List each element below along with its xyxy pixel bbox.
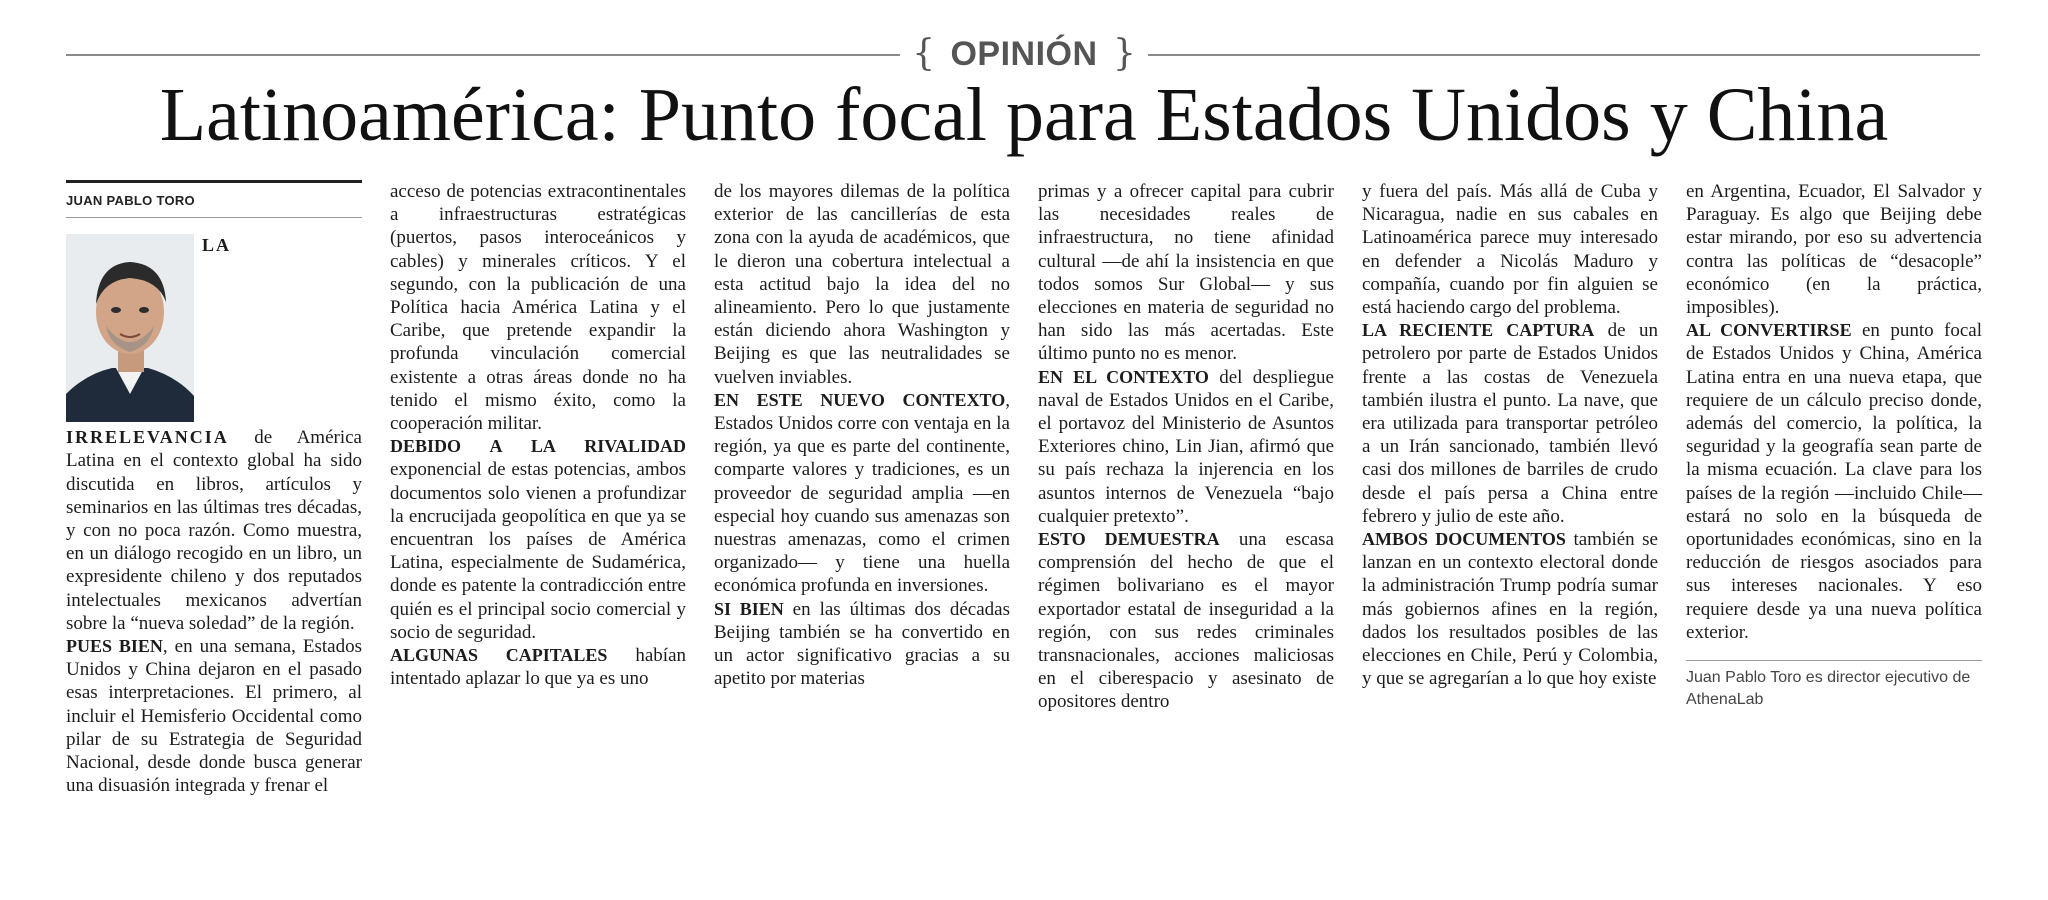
paragraph-text: , en una semana, Estados Unidos y China dejaron en el pasado esas interpretaciones. El primero, al incluir el Hemisferio Occidental como pilar de su Estrategia de Seguridad Nacional, desde donde busca generar una disuasión integrada y frenar el (66, 636, 363, 797)
paragraph-lead: AMBOS DOCUMENTOS (1362, 529, 1566, 550)
article-column-4 (1038, 180, 1334, 714)
left-brace: { (912, 33, 935, 74)
paragraph-text: del despliegue naval de Estados Unidos en el Caribe, el portavoz del Ministerio de Asuntos Exteriores chino, Lin Jian, afirmó que su país rechaza la injerencia en los asuntos internos de Venezuela “bajo cualquier pretexto”. (1038, 366, 1334, 527)
headline: Latinoamérica: Punto focal para Estados Unidos y China (159, 73, 1889, 157)
paragraph-text: una escasa comprensión del hecho de que el régimen bolivariano es el mayor exportador estatal de inseguridad a la región, con sus redes criminales transnacionales, acciones maliciosas en el ciberespacio y asesinato de opositores dentro (1038, 529, 1334, 713)
paragraph-text: y fuera del país. Más allá de Cuba y Nicaragua, nadie en sus cabales en Latinoamérica parece muy interesado en defender a Nicolás Maduro y compañía, cuando por fin alguien se está haciendo cargo del problema. (1362, 181, 1658, 319)
paragraph (1686, 319, 1982, 644)
paragraph-text: de un petrolero por parte de Estados Unidos frente a las costas de Venezuela también ilustra el punto. La nave, que era utilizada para transportar petróleo a un Irán sancionado, también llevó casi dos millones de barriles de crudo desde el país persa a China entre febrero y julio de este año. (1362, 320, 1658, 527)
paragraph-text: en Argentina, Ecuador, El Salvador y Paraguay. Es algo que Beijing debe estar mirando, por eso su advertencia contra las políticas de “desacople” económico (en la práctica, imposibles). (1686, 181, 1982, 319)
article-column-1 (66, 180, 362, 797)
paragraph (1362, 319, 1658, 528)
article-column-3 (714, 180, 1010, 690)
paragraph-lead: LA RECIENTE CAPTURA (1362, 320, 1595, 341)
paragraph (1362, 528, 1658, 690)
paragraph-text: en las últimas dos décadas Beijing también se ha convertido en un actor significativo gracias a su apetito por materias (714, 598, 1010, 690)
paragraph-lead: EN EL CONTEXTO (1038, 366, 1209, 387)
section-label: OPINIÓN (950, 35, 1098, 73)
byline: JUAN PABLO TORO (66, 193, 195, 208)
paragraph-text: primas y a ofrecer capital para cubrir las necesidades reales de infraestructura, no tiene afinidad cultural —de ahí la insistencia en que todos somos Sur Global— y sus elecciones en materia de seguridad no han sido las más acertadas. Este último punto no es menor. (1038, 181, 1334, 365)
paragraph (1038, 366, 1334, 528)
article-column-6 (1686, 180, 1982, 711)
paragraph-lead: EN ESTE NUEVO CONTEXTO (714, 389, 1006, 410)
author-photo (66, 234, 194, 422)
author-note: Juan Pablo Toro es director ejecutivo de AthenaLab (1686, 669, 1971, 709)
paragraph (390, 644, 686, 690)
paragraph (1038, 528, 1334, 714)
paragraph (714, 389, 1010, 598)
right-brace: } (1112, 33, 1136, 74)
paragraph (1686, 180, 1982, 319)
paragraph (66, 635, 362, 797)
author-note-rule (1686, 660, 1982, 661)
paragraph-lead: SI BIEN (714, 598, 784, 619)
paragraph (1362, 180, 1658, 319)
paragraph (714, 180, 1010, 389)
paragraph-text: exponencial de estas potencias, ambos documentos solo vienen a profundizar la encrucijada geopolítica en que ya se encuentran los países de América Latina, especialmente de Sudamérica, donde es patente la contradicción entre quién es el principal socio comercial y socio de seguridad. (390, 459, 686, 643)
paragraph-text: en punto focal de Estados Unidos y China, América Latina entra en una nueva etapa, que requiere de un cálculo preciso donde, además del comercio, la política, la seguridad y la geografía sean parte de la misma ecuación. La clave para los países de la región —incluido Chile— estará no solo en la búsqueda de oportunidades económicas, sino en la reducción de riesgos asociados para sus intereses nacionales. Y eso requiere desde ya una nueva política exterior. (1686, 320, 1982, 643)
paragraph-text: acceso de potencias extracontinentales a infraestructuras estratégicas (puertos, pasos interoceánicos y cables) y minerales críticos. Y el segundo, con la publicación de una Política hacia América Latina y el Caribe, que pretende expandir la profunda vinculación comercial existente a otras áreas donde no ha tenido el mismo éxito, como la cooperación militar. (390, 181, 686, 435)
byline-bottom-rule (66, 217, 362, 218)
paragraph-lead: DEBIDO A LA RIVALIDAD (390, 436, 686, 457)
paragraph (390, 435, 686, 644)
paragraph-text: de América Latina en el contexto global ha sido discutida en libros, artículos y seminarios en las últimas tres décadas, y con no poca razón. Como muestra, en un diálogo recogido en un libro, un expresidente chileno y dos reputados intelectuales mexicanos advertían sobre la “nueva soledad” de la región. (66, 427, 362, 634)
paragraph (714, 598, 1010, 691)
paragraph-lead: PUES BIEN (66, 636, 163, 657)
paragraph-text: también se lanzan en un contexto electoral donde la administración Trump podría sumar más gobiernos afines en la región, dados los resultados posibles de las elecciones en Chile, Perú y Colombia, y que se agregarían a lo que hoy existe (1362, 529, 1658, 690)
paragraph-text: habían intentado aplazar lo que ya es uno (390, 645, 686, 690)
paragraph (390, 180, 686, 435)
paragraph-lead: ALGUNAS CAPITALES (390, 645, 608, 666)
author-portrait-illustration (66, 234, 194, 422)
paragraph (1038, 180, 1334, 366)
article-column-5 (1362, 180, 1658, 690)
paragraph-lead: AL CONVERTIRSE (1686, 320, 1852, 341)
paragraph-lead: LA IRRELEVANCIA (66, 235, 232, 448)
article-column-2 (390, 180, 686, 690)
paragraph-lead: ESTO DEMUESTRA (1038, 529, 1220, 550)
paragraph-text: , Estados Unidos corre con ventaja en la región, ya que es parte del continente, comparte valores y tradiciones, es un proveedor de seguridad amplia —en especial hoy cuando sus amenazas son nuestras amenazas, como el crimen organizado— y tiene una huella económica profunda en inversiones. (714, 389, 1010, 597)
paragraph-text: de los mayores dilemas de la política exterior de las cancillerías de esta zona con la ayuda de académicos, que le dieron una cobertura intelectual a esta actitud bajo la idea del no alineamiento. Pero lo que justamente están diciendo ahora Washington y Beijing es que las neutralidades se vuelven inviables. (714, 181, 1010, 388)
